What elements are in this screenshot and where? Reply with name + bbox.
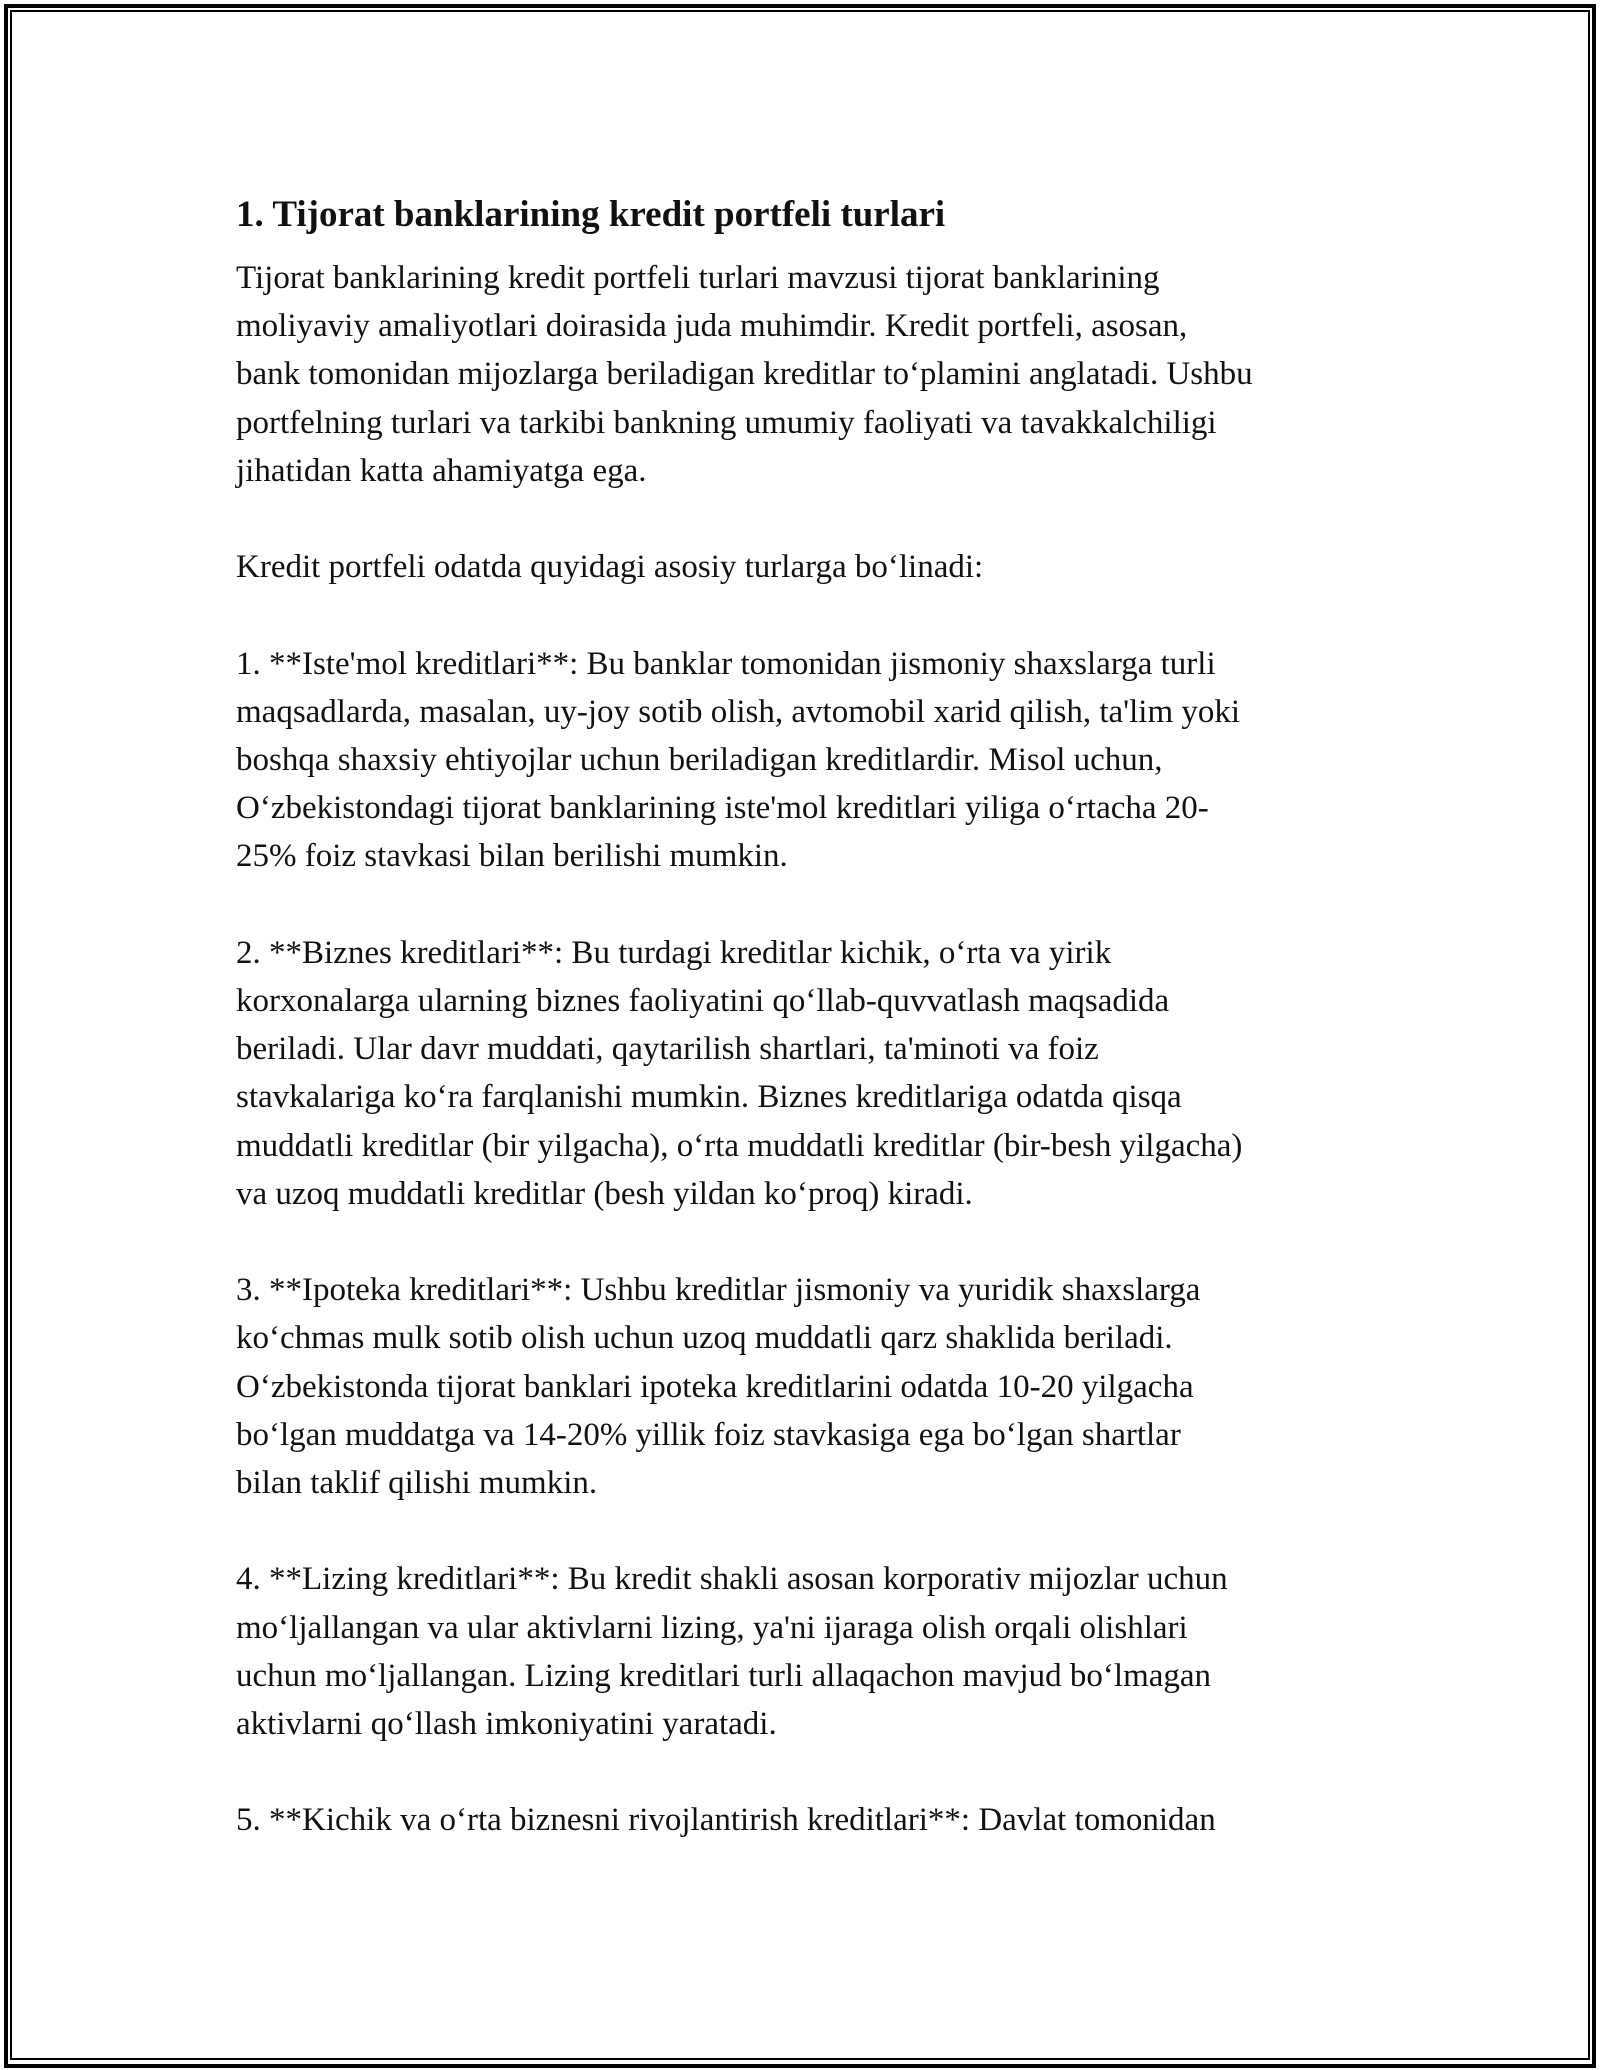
text-line: Tijorat banklarining kredit portfeli turlari mavzusi tijorat banklarining: [236, 260, 1160, 296]
text-line: Kredit portfeli odatda quyidagi asosiy turlarga bo‘linadi:: [236, 549, 984, 586]
text-line: bilan taklif qilishi mumkin.: [236, 1465, 598, 1502]
text-line: korxonalarga ularning biznes faoliyatini qo‘llab-quvvatlash maqsadida: [236, 983, 1170, 1019]
list-item-mortgage-credits: [236, 1266, 1376, 1507]
text-line: 2. **Biznes kreditlari**: Bu turdagi kreditlar kichik, o‘rta va yirik: [236, 934, 1112, 971]
text-line: maqsadlarda, masalan, uy-joy sotib olish, avtomobil xarid qilish, ta'lim yoki: [236, 693, 1241, 730]
text-line: jihatidan katta ahamiyatga ega.: [236, 452, 647, 489]
text-line: 1. **Iste'mol kreditlari**: Bu banklar tomonidan jismoniy shaxslarga turli: [236, 645, 1216, 682]
paragraph-intro: [236, 254, 1376, 495]
text-line: portfelning turlari va tarkibi bankning umumiy faoliyati va tavakkalchiligi: [236, 404, 1217, 441]
text-line: muddatli kreditlar (bir yilgacha), o‘rta muddatli kreditlar (bir-besh yilgacha): [236, 1127, 1243, 1164]
list-item-leasing-credits: [236, 1555, 1376, 1748]
list-item-sme-development-credits: [236, 1796, 1376, 1844]
document-body: [236, 186, 1376, 1893]
text-line: bank tomonidan mijozlarga beriladigan kreditlar to‘plamini anglatadi. Ushbu: [236, 356, 1253, 393]
text-line: O‘zbekistondagi tijorat banklarining iste'mol kreditlari yiliga o‘rtacha 20-: [236, 790, 1209, 827]
text-line: bo‘lgan muddatga va 14-20% yillik foiz stavkasiga ega bo‘lgan shartlar: [236, 1416, 1181, 1453]
text-line: stavkalariga ko‘ra farqlanishi mumkin. Biznes kreditlariga odatda qisqa: [236, 1079, 1182, 1116]
text-line: O‘zbekistonda tijorat banklari ipoteka kreditlarini odatda 10-20 yilgacha: [236, 1368, 1194, 1405]
text-line: ko‘chmas mulk sotib olish uchun uzoq muddatli qarz shaklida beriladi.: [236, 1320, 1173, 1357]
text-line: 5. **Kichik va o‘rta biznesni rivojlantirish kreditlari**: Davlat tomonidan: [236, 1802, 1216, 1839]
text-line: 25% foiz stavkasi bilan berilishi mumkin.: [236, 838, 788, 875]
text-line: beriladi. Ular davr muddati, qaytarilish shartlari, ta'minoti va foiz: [236, 1031, 1099, 1068]
text-line: va uzoq muddatli kreditlar (besh yildan ko‘proq) kiradi.: [236, 1175, 973, 1212]
text-line: 4. **Lizing kreditlari**: Bu kredit shakli asosan korporativ mijozlar uchun: [236, 1561, 1228, 1598]
text-line: moliyaviy amaliyotlari doirasida juda muhimdir. Kredit portfeli, asosan,: [236, 308, 1188, 345]
list-item-business-credits: [236, 929, 1376, 1218]
page-title: 1. Tijorat banklarining kredit portfeli turlari: [236, 194, 946, 235]
paragraph-types-lead: [236, 543, 1376, 591]
text-line: 3. **Ipoteka kreditlari**: Ushbu kreditlar jismoniy va yuridik shaxslarga: [236, 1272, 1201, 1309]
text-line: mo‘ljallangan va ular aktivlarni lizing, ya'ni ijaraga olish orqali olishlari: [236, 1609, 1188, 1646]
text-line: uchun mo‘ljallangan. Lizing kreditlari turli allaqachon mavjud bo‘lmagan: [236, 1657, 1212, 1694]
text-line: aktivlarni qo‘llash imkoniyatini yaratadi.: [236, 1706, 777, 1743]
text-line: boshqa shaxsiy ehtiyojlar uchun beriladigan kreditlardir. Misol uchun,: [236, 742, 1163, 778]
list-item-consumer-credits: [236, 640, 1376, 881]
